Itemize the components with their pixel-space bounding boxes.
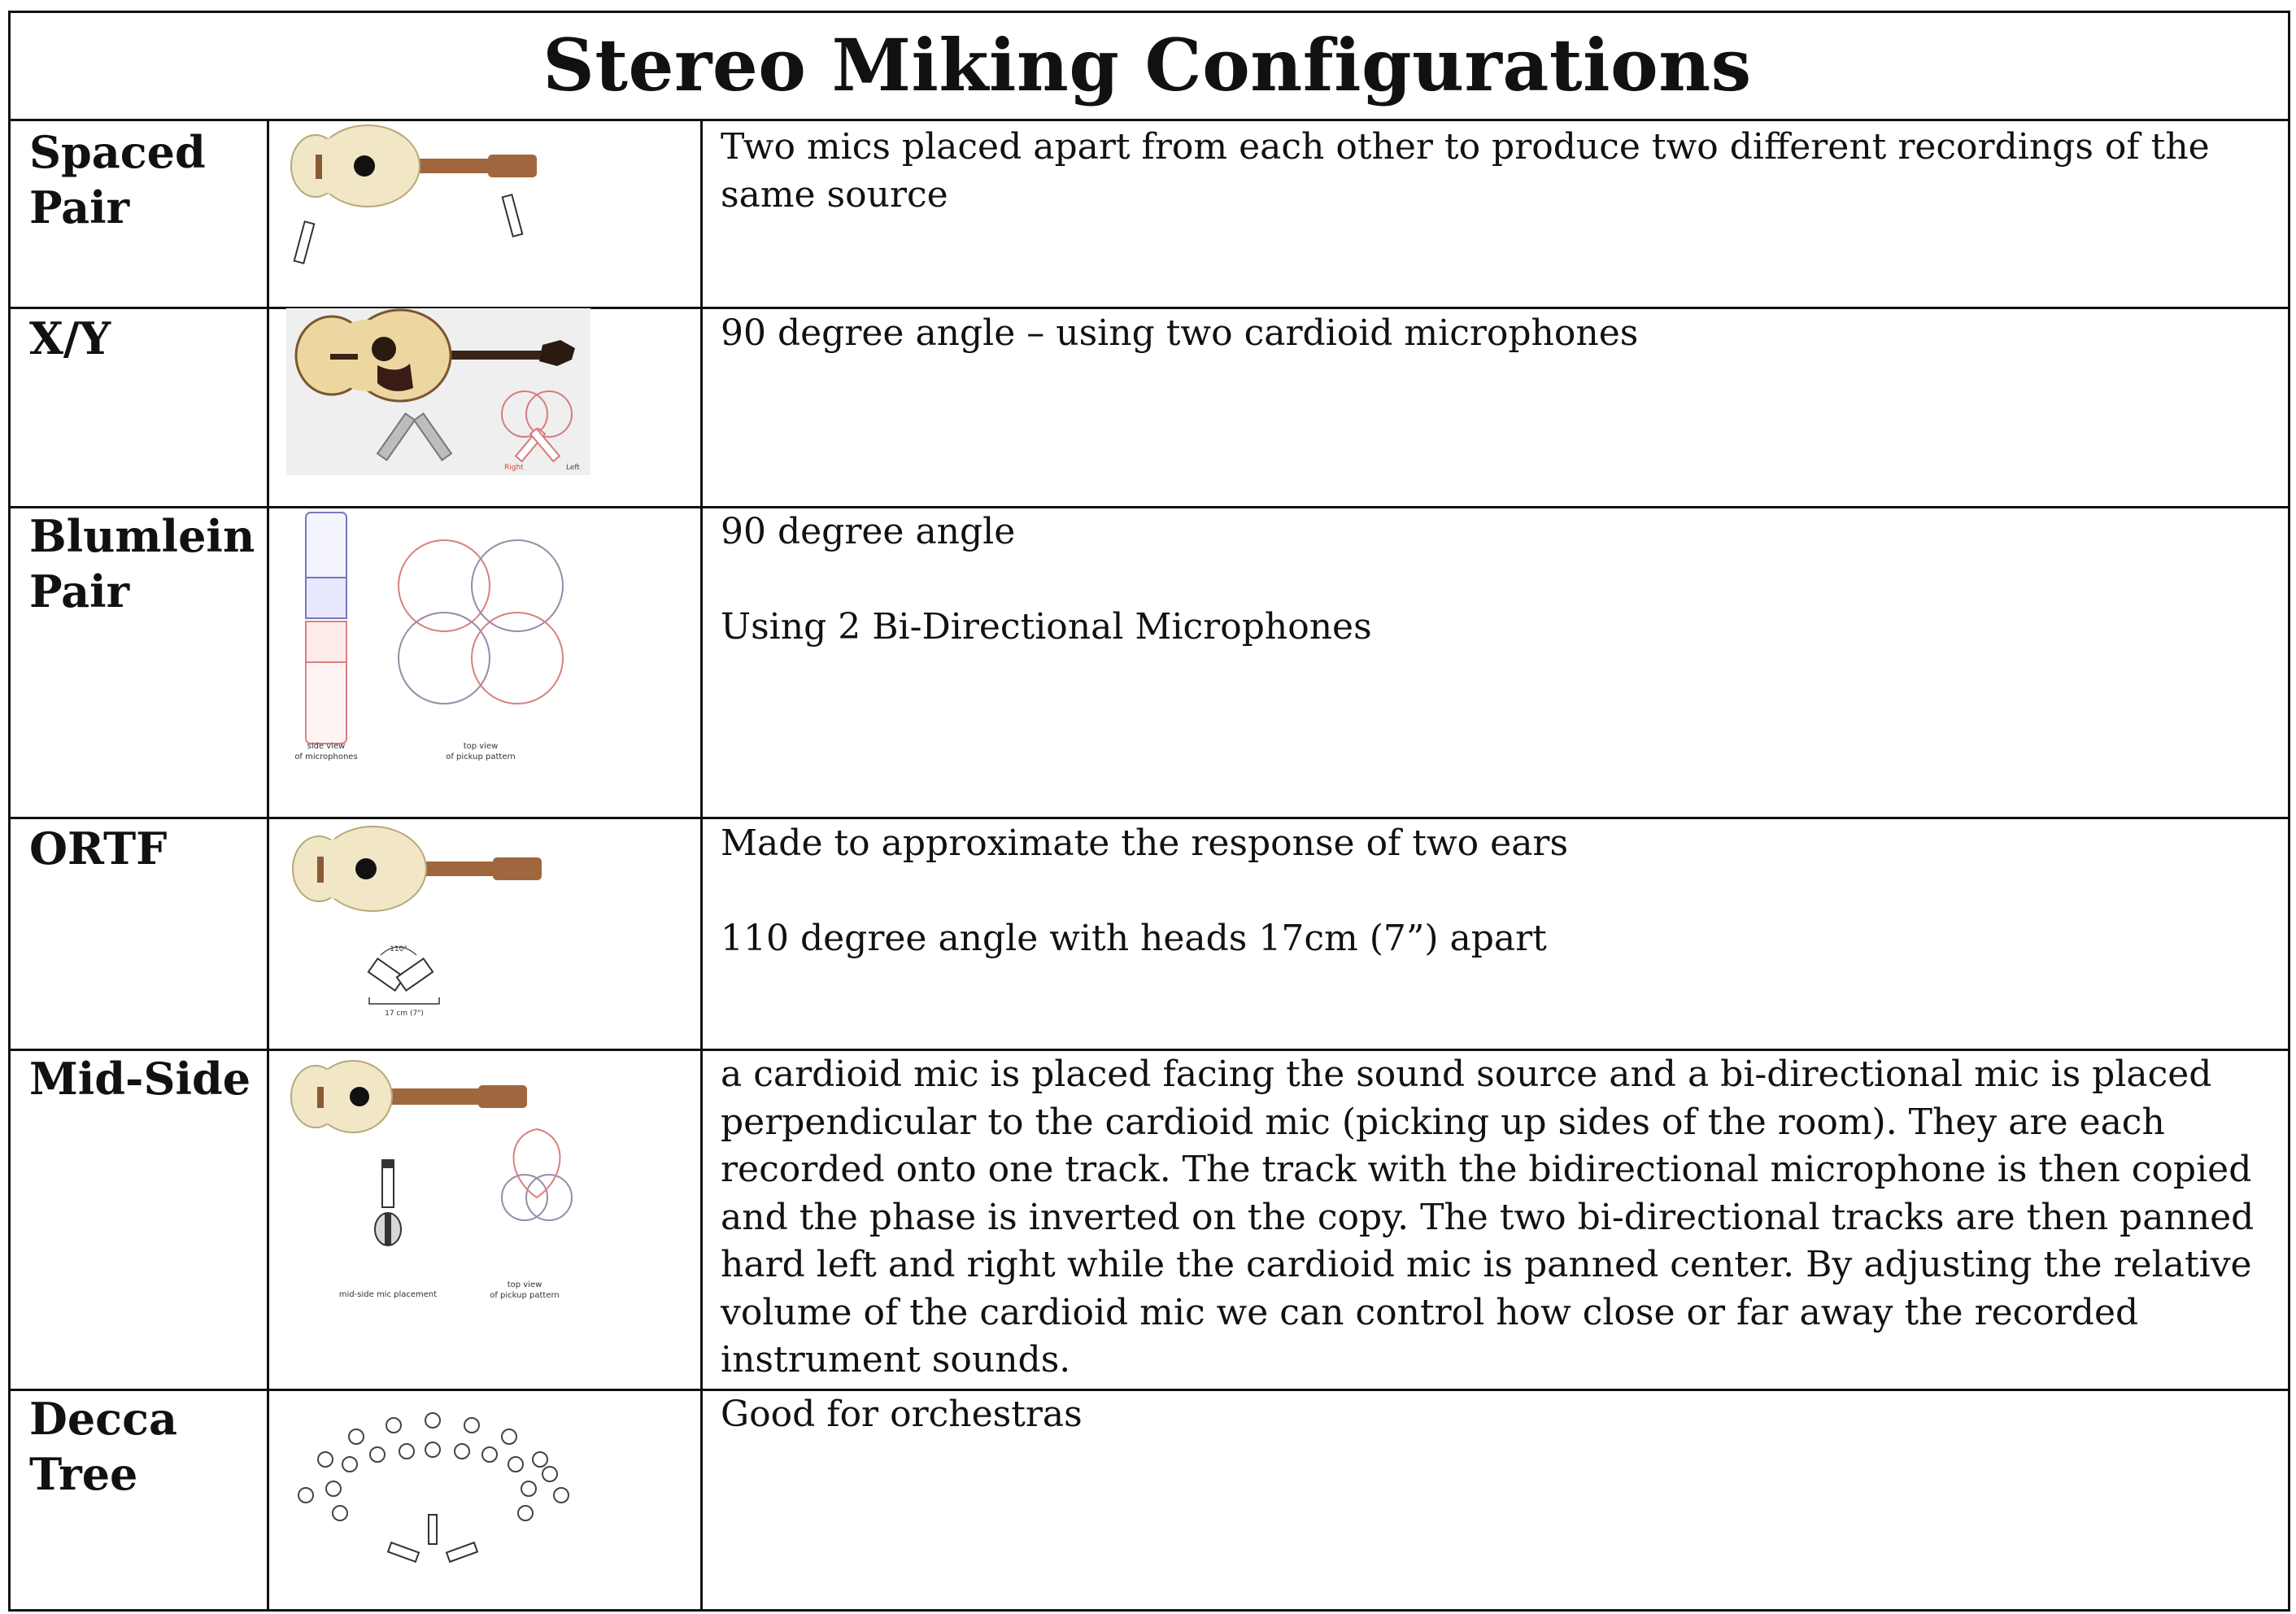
figure-label: Left [566,464,580,472]
row-label-ortf [29,821,265,876]
description-text: Made to approximate the response of two ears [721,822,1569,864]
page-title: Stereo Miking Configurations [542,23,1752,107]
row-label-mid-side [29,1051,265,1106]
label-line: Blumlein [29,510,255,562]
column-divider [267,119,269,1612]
guitar-ortf-icon [285,818,553,1022]
guitar-mid-side-icon [286,1054,587,1315]
figure-label: of pickup pattern [446,752,516,761]
row-description-blumlein-pair [721,508,2270,651]
row-label-spaced-pair [29,124,265,235]
figure-label: of pickup pattern [490,1291,560,1300]
paragraph-gap [721,868,2270,915]
guitar-xy-icon [286,308,590,475]
description-text: 90 degree angle – using two cardioid microphones [721,312,1639,354]
row-divider [8,119,2290,121]
row-label-decca-tree [29,1391,265,1502]
label-line: Spaced [29,126,206,178]
row-description-xy [721,310,2270,358]
description-text: Using 2 Bi-Directional Microphones [721,605,1372,648]
figure-label: 110° [390,945,407,953]
label-line: Mid-Side [29,1053,251,1105]
decca-tree-orchestra-icon [293,1393,577,1580]
blumlein-pattern-icon [291,508,579,768]
label-line: Pair [29,181,130,233]
column-divider [700,119,703,1612]
label-line: Decca [29,1393,177,1445]
figure-label: top view [507,1280,542,1289]
figure-label: side view [307,742,346,751]
guitar-spaced-pair-icon [285,122,545,303]
row-description-spaced-pair [721,124,2270,219]
description-text: Two mics placed apart from each other to produce two different recordings of the same source [721,126,2210,216]
figure-label: 17 cm (7") [385,1010,424,1018]
label-line: X/Y [29,312,111,364]
label-line: Pair [29,565,130,617]
figure-label: top view [463,742,499,751]
figure-label: of microphones [294,752,358,761]
row-description-ortf [721,820,2270,962]
row-label-blumlein-pair [29,508,265,619]
row-description-decca-tree [721,1391,2270,1439]
label-line: ORTF [29,822,168,875]
row-label-xy [29,311,265,366]
description-text: 110 degree angle with heads 17cm (7”) apart [721,917,1547,959]
label-line: Tree [29,1448,138,1500]
description-text: 90 degree angle [721,511,1016,552]
description-text: a cardioid mic is placed facing the sound source and a bi-directional mic is placed perpendicular to the cardioid mic (picking up sides of the room). They are each recorded onto one track. The track with the bidirectional microphone is then copied and the phase is inverted on the copy. The two bi-directional tracks are then panned hard left and right while the cardioid mic is panned center. By adjusting the relative volume of the cardioid mic we can control how close or far away the recorded instrument sounds. [721,1053,2255,1381]
paragraph-gap [721,556,2270,604]
figure-label: Right [504,464,524,472]
figure-label: mid-side mic placement [338,1290,438,1299]
row-description-mid-side [721,1051,2270,1385]
description-text: Good for orchestras [721,1394,1083,1435]
